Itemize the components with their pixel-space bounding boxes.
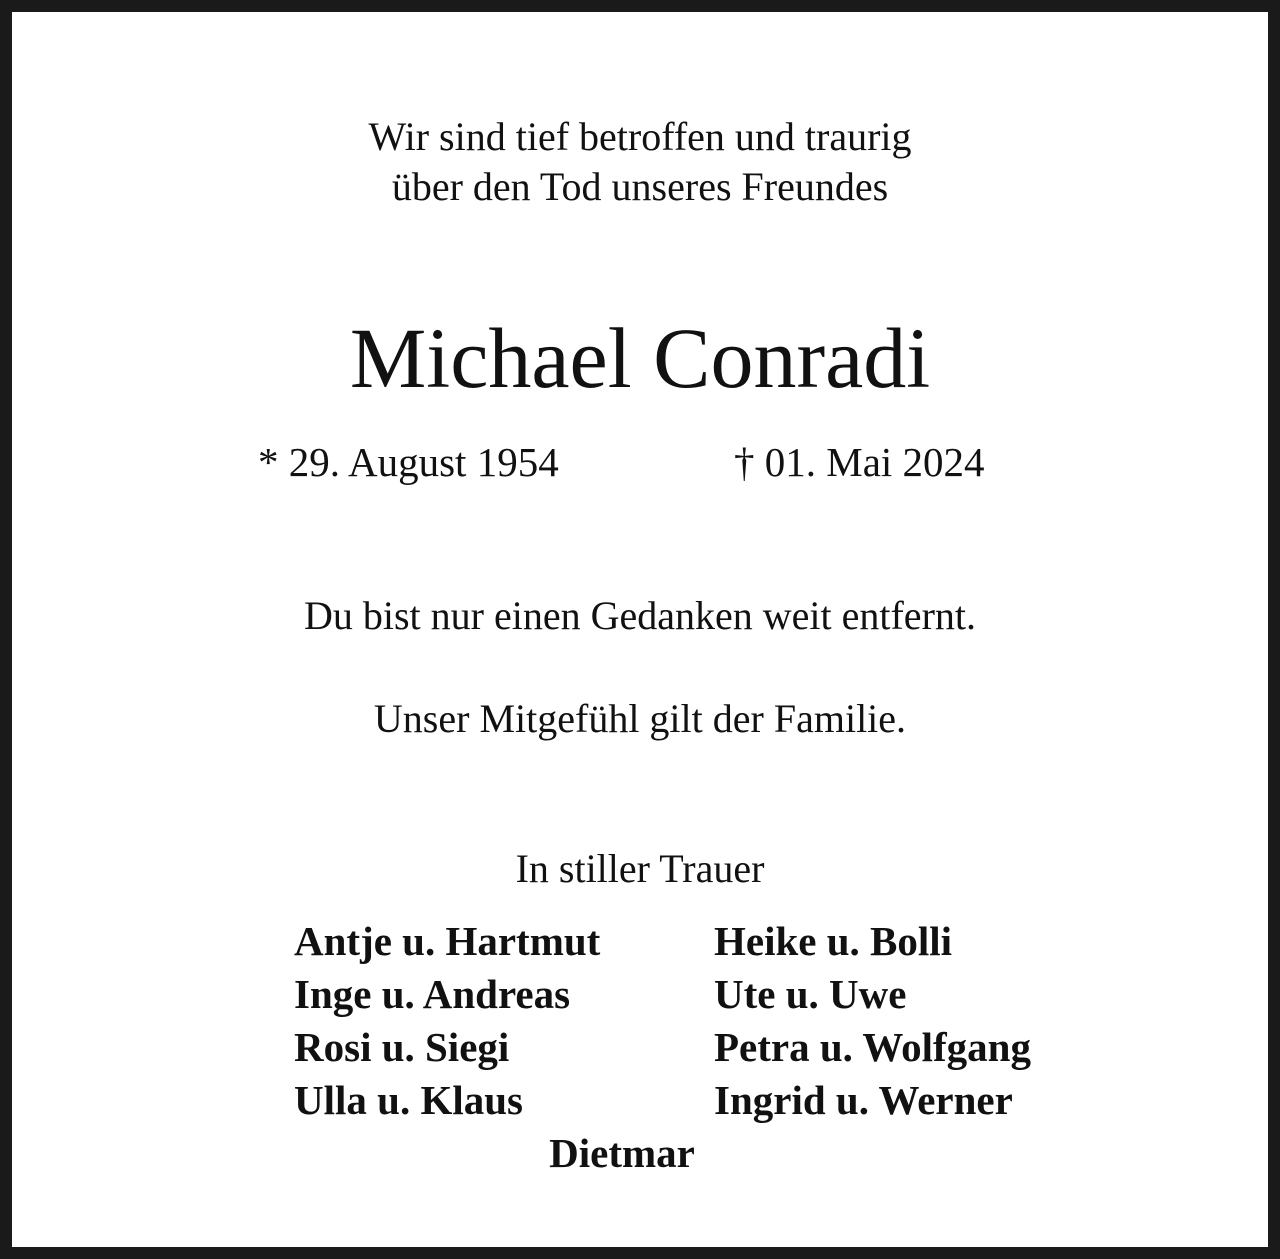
mourner-left-2: Inge u. Andreas (294, 971, 571, 1017)
intro-line-2: über den Tod unseres Freundes (391, 164, 889, 209)
birth-date: * 29. August 1954 (258, 439, 559, 485)
intro-text (12, 112, 1268, 212)
intro-line-1: Wir sind tief betroffen und traurig (368, 114, 912, 159)
death-date: † 01. Mai 2024 (734, 439, 985, 485)
mourning-heading: In stiller Trauer (515, 846, 765, 891)
sympathy-text: Unser Mitgefühl gilt der Familie. (373, 696, 907, 741)
mourner-left-3: Rosi u. Siegi (294, 1024, 510, 1070)
mourner-right-2: Ute u. Uwe (714, 971, 907, 1017)
mourner-right-3: Petra u. Wolfgang (714, 1024, 1031, 1070)
memorial-quote: Du bist nur einen Gedanken weit entfernt. (303, 593, 976, 638)
mourner-left-1: Antje u. Hartmut (294, 918, 601, 964)
mourner-right-4: Ingrid u. Werner (714, 1077, 1013, 1123)
mourner-left-4: Ulla u. Klaus (294, 1077, 523, 1123)
mourner-right-1: Heike u. Bolli (714, 918, 953, 964)
mourner-last: Dietmar (549, 1130, 695, 1176)
deceased-name: Michael Conradi (349, 310, 931, 406)
